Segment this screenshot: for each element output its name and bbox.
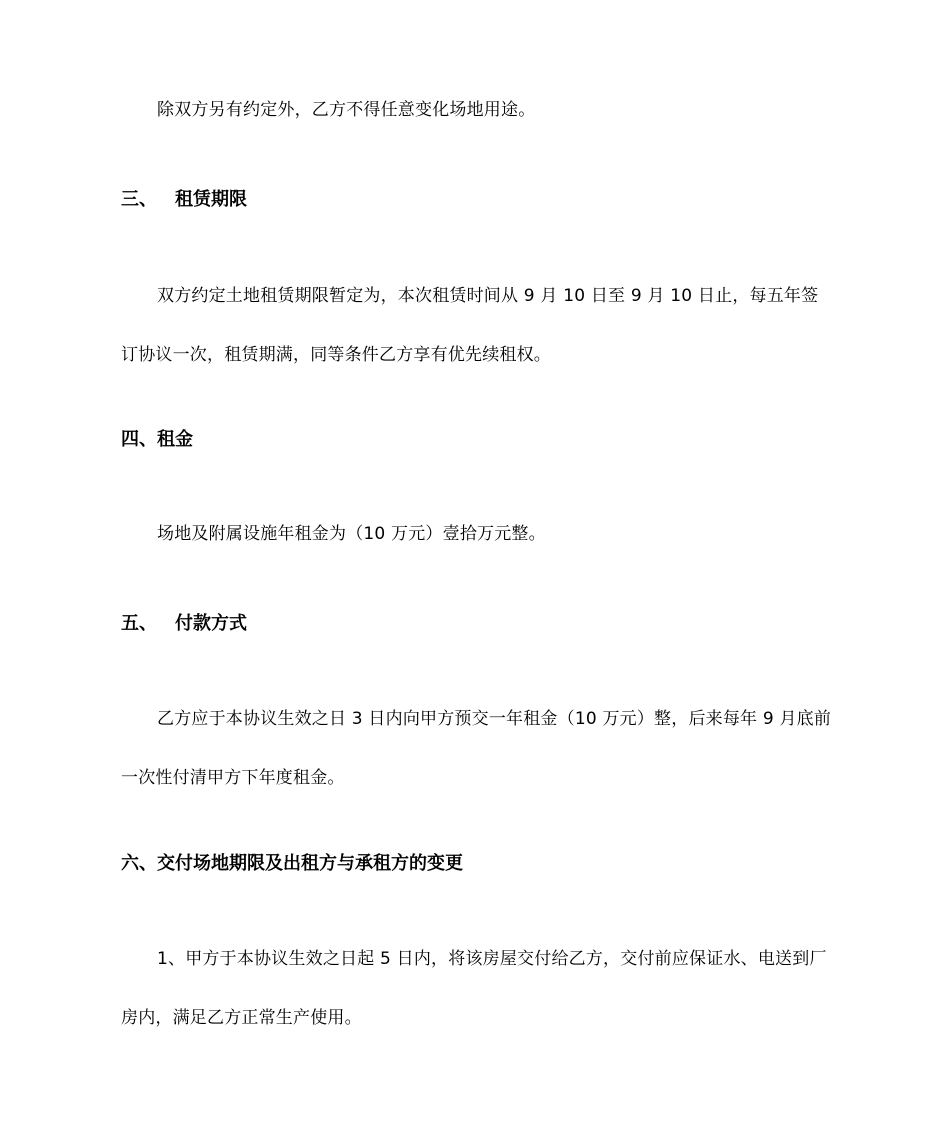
heading-title: 租金: [157, 429, 193, 450]
heading-delivery-and-parties: [121, 853, 833, 875]
paragraph-payment-method: 乙方应于本协议生效之日 3 日内向甲方预交一年租金（10 万元）整，后来每年 9 月底前一次性付清甲方下年度租金。: [121, 709, 832, 788]
heading-number: 六、: [121, 853, 157, 874]
paragraph-usage-restriction: 除双方另有约定外，乙方不得任意变化场地用途。: [157, 100, 536, 120]
heading-title: 租赁期限: [175, 189, 247, 210]
heading-number: 三、: [121, 189, 157, 210]
heading-number: 五、: [121, 613, 157, 634]
heading-title: 付款方式: [175, 613, 247, 634]
heading-number: 四、: [121, 429, 157, 450]
heading-lease-term: [121, 189, 833, 211]
paragraph-delivery-clause-1: 1、甲方于本协议生效之日起 5 日内，将该房屋交付给乙方，交付前应保证水、电送到厂房内，满足乙方正常生产使用。: [121, 949, 827, 1028]
heading-rent: [121, 429, 833, 451]
heading-payment-method: [121, 613, 833, 635]
paragraph-lease-term: 双方约定土地租赁期限暂定为，本次租赁时间从 9 月 10 日至 9 月 10 日止，每五年签订协议一次，租赁期满，同等条件乙方享有优先续租权。: [121, 286, 819, 365]
paragraph-rent: 场地及附属设施年租金为（10 万元）壹拾万元整。: [157, 524, 546, 544]
heading-title: 交付场地期限及出租方与承租方的变更: [157, 853, 463, 874]
